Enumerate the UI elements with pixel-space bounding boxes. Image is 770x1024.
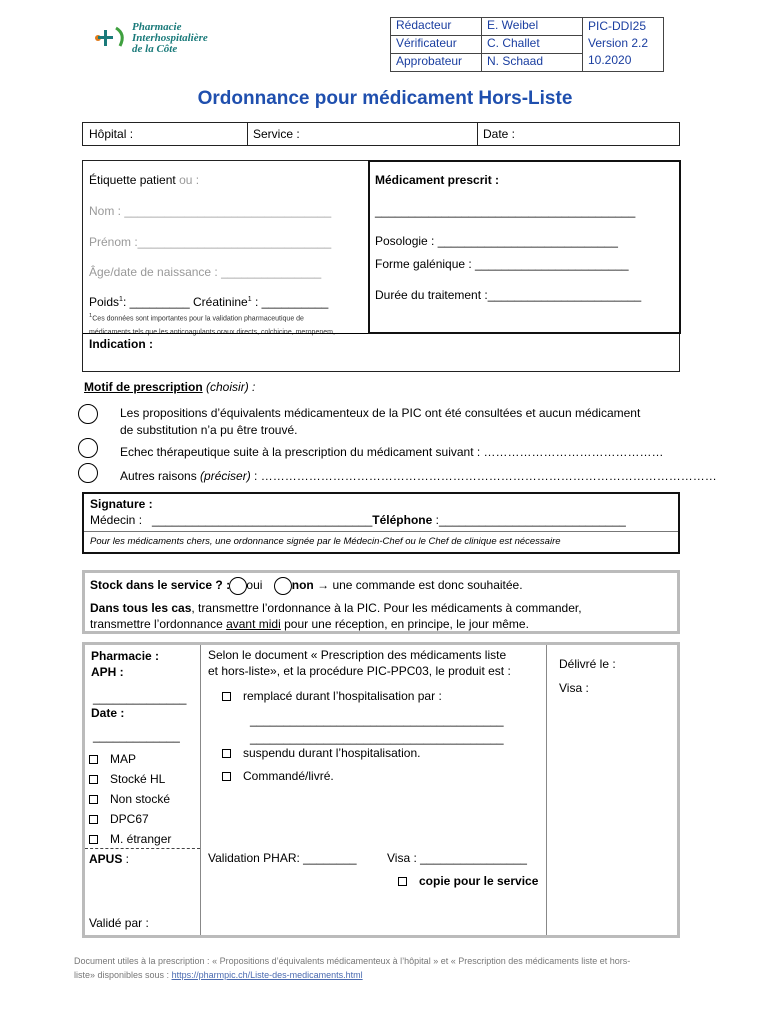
selon-line-1: Selon le document « Prescription des médicaments liste	[208, 648, 507, 662]
avant-midi: avant midi	[226, 617, 281, 631]
footnote-line-2: médicaments tels que les anticoagulants oraux directs, colchicine, meropenem, …	[89, 329, 344, 337]
checkbox-icon[interactable]	[222, 749, 231, 758]
medecin-label: Médecin :	[90, 513, 146, 527]
check-m-etranger[interactable]	[89, 829, 171, 849]
poids-label: Poids	[89, 295, 120, 309]
meta-role: Approbateur	[391, 54, 482, 72]
date-label: Date :	[91, 706, 125, 720]
creatinine-label: : _________ Créatinine	[122, 295, 248, 309]
motif-option-1-line-2: de substitution n’a pu être trouvé.	[120, 423, 298, 437]
check-label: Non stocké	[110, 792, 171, 806]
checkbox-icon[interactable]	[89, 775, 98, 784]
stock-text-1: , transmettre l’ordonnance à la PIC. Pour les médicaments à commander,	[191, 601, 582, 615]
header-row	[82, 122, 680, 146]
autres-raisons-line[interactable]: : ……………………………………………………………………………………………………	[250, 469, 717, 483]
date-field[interactable]: Date :	[483, 127, 516, 141]
footer-link[interactable]: https://pharmpic.ch/Liste-des-medicaments.html	[171, 970, 363, 980]
motif-option-2-radio[interactable]	[78, 438, 98, 458]
visa-delivre-label[interactable]: Visa :	[559, 681, 589, 695]
motif-title: Motif de prescription	[84, 380, 203, 394]
check-label: Stocké HL	[110, 772, 166, 786]
check-map[interactable]	[89, 749, 171, 769]
footnote-line-1: Ces données sont importantes pour la validation pharmaceutique de	[92, 315, 304, 323]
poids-creatinine-field[interactable]	[89, 295, 328, 309]
checkbox-icon[interactable]	[89, 755, 98, 764]
document-meta-table	[390, 17, 664, 72]
check-label: DPC67	[110, 812, 149, 826]
valide-label[interactable]: Validé par :	[89, 916, 149, 930]
signature-note: Pour les médicaments chers, une ordonnance signée par le Médecin-Chef ou le Chef de clinique est nécessaire	[90, 536, 561, 547]
hopital-field[interactable]: Hôpital :	[89, 127, 134, 141]
remplace-line-1[interactable]: ______________________________________	[250, 713, 504, 727]
apus-label: APUS	[89, 852, 123, 866]
checkbox-icon[interactable]	[222, 772, 231, 781]
meta-person: E. Weibel	[482, 18, 583, 36]
check-label: M. étranger	[110, 832, 172, 846]
remplace-line-2[interactable]: ______________________________________	[250, 731, 504, 745]
service-field[interactable]: Service :	[253, 127, 300, 141]
stock-text-2a: transmettre l’ordonnance	[90, 617, 227, 631]
ou-label: ou :	[179, 173, 200, 187]
telephone-label: Téléphone	[372, 513, 433, 527]
pharmacie-title: Pharmacie :	[91, 649, 160, 663]
check-dpc67[interactable]	[89, 809, 171, 829]
check-copie[interactable]	[398, 874, 538, 888]
forme-field[interactable]: Forme galénique : _______________________	[375, 257, 629, 271]
footnote-mark: 1	[247, 296, 252, 303]
footnote-mark: 1	[119, 296, 123, 303]
check-label: suspendu durant l’hospitalisation.	[243, 746, 421, 760]
delivre-label[interactable]: Délivré le :	[559, 657, 616, 671]
meta-person: N. Schaad	[482, 54, 583, 72]
medicament-name-field[interactable]: _______________________________________	[375, 204, 636, 218]
check-suspendu[interactable]	[222, 746, 420, 760]
stock-oui-radio[interactable]	[229, 577, 247, 595]
check-remplace[interactable]	[222, 689, 442, 703]
motif-title-row	[84, 380, 255, 394]
medecin-line[interactable]: _________________________________	[152, 513, 373, 527]
checkbox-icon[interactable]	[222, 692, 231, 701]
checkbox-icon[interactable]	[89, 795, 98, 804]
doc-code: PIC-DDI25	[588, 19, 647, 33]
autres-raisons-label: Autres raisons	[120, 469, 201, 483]
meta-person: C. Challet	[482, 36, 583, 54]
logo-icon	[90, 24, 130, 52]
medicament-title: Médicament prescrit :	[375, 173, 500, 187]
commande-text: une commande est donc souhaitée.	[329, 578, 523, 593]
signature-section	[82, 492, 680, 554]
check-label: Commandé/livré.	[243, 769, 334, 783]
check-stocke-hl[interactable]	[89, 769, 171, 789]
dans-tous-les-cas: Dans tous les cas	[90, 601, 192, 615]
check-label: copie pour le service	[419, 874, 539, 888]
check-non-stocke[interactable]	[89, 789, 171, 809]
etiquette-label: Étiquette patient	[89, 173, 176, 187]
nom-field[interactable]: Nom : _______________________________	[89, 204, 332, 218]
creatinine-line: : __________	[251, 295, 329, 309]
motif-option-1-radio[interactable]	[78, 404, 98, 424]
validation-phar-field[interactable]: Validation PHAR: ________	[208, 851, 357, 865]
pharmacie-date-field[interactable]: _____________	[93, 729, 180, 743]
logo	[90, 20, 220, 60]
checkbox-icon[interactable]	[398, 877, 407, 886]
page-title: Ordonnance pour médicament Hors-Liste	[197, 88, 573, 109]
logo-line-3: de la Côte	[132, 43, 178, 55]
footer-note	[74, 954, 686, 982]
selon-line-2: et hors-liste», et la procédure PIC-PPC03, le produit est :	[208, 664, 511, 678]
stock-question-row	[90, 577, 523, 595]
medicament-section	[368, 160, 681, 334]
meta-role: Vérificateur	[391, 36, 482, 54]
stock-non-radio[interactable]	[274, 577, 292, 595]
age-field[interactable]: Âge/date de naissance : _______________	[89, 265, 322, 279]
aph-field[interactable]: ______________	[93, 691, 187, 705]
pharmacie-section	[82, 642, 680, 938]
doc-version: Version 2.2	[588, 36, 649, 50]
footnote-number: 1	[89, 313, 93, 319]
signature-medecin-row[interactable]	[90, 513, 626, 527]
checkbox-icon[interactable]	[89, 815, 98, 824]
logo-line-2: Interhospitalière	[132, 32, 208, 44]
stock-question: Stock dans le service ? :	[90, 578, 231, 593]
apus-colon: :	[122, 852, 130, 866]
footer-line-2: liste» disponibles sous :	[74, 970, 172, 980]
motif-choose: (choisir) :	[206, 380, 256, 394]
posologie-field[interactable]: Posologie : ___________________________	[375, 234, 618, 248]
check-label: MAP	[110, 752, 137, 766]
stock-section	[82, 570, 680, 634]
stock-line-2	[90, 616, 675, 632]
check-commande[interactable]	[222, 769, 334, 783]
logo-line-1: Pharmacie	[132, 21, 182, 33]
motif-option-3-label	[120, 469, 717, 483]
arrow-right-icon: →	[317, 578, 330, 593]
check-label: remplacé durant l’hospitalisation par :	[243, 689, 442, 703]
indication-label: Indication :	[89, 337, 153, 351]
footer-line-1: Document utiles à la prescription : « Propositions d’équivalents médicamenteux à l’hôpital » et « Prescription des médicaments liste et hors-	[74, 956, 631, 966]
preciser-label: (préciser)	[200, 469, 251, 483]
stock-line-1	[90, 600, 675, 616]
duree-field[interactable]: Durée du traitement :_______________________	[375, 288, 642, 302]
motif-option-2-label: Echec thérapeutique suite à la prescription du médicament suivant : ………………………………………	[120, 445, 664, 459]
visa-phar-field[interactable]: Visa : ________________	[387, 851, 527, 865]
prenom-field[interactable]: Prénom :_____________________________	[89, 235, 332, 249]
telephone-line[interactable]: :____________________________	[432, 513, 626, 527]
stock-text-2b: pour une réception, en principe, le jour même.	[280, 617, 529, 631]
oui-label: oui	[246, 578, 263, 593]
non-label: non	[291, 578, 314, 593]
aph-label: APH :	[91, 665, 124, 679]
motif-option-1-line-1: Les propositions d’équivalents médicamenteux de la PIC ont été consultées et aucun médicament	[120, 406, 641, 420]
doc-date: 10.2020	[588, 53, 632, 67]
checkbox-icon[interactable]	[89, 835, 98, 844]
meta-role: Rédacteur	[391, 18, 482, 36]
signature-title: Signature :	[90, 497, 153, 511]
motif-option-3-radio[interactable]	[78, 463, 98, 483]
